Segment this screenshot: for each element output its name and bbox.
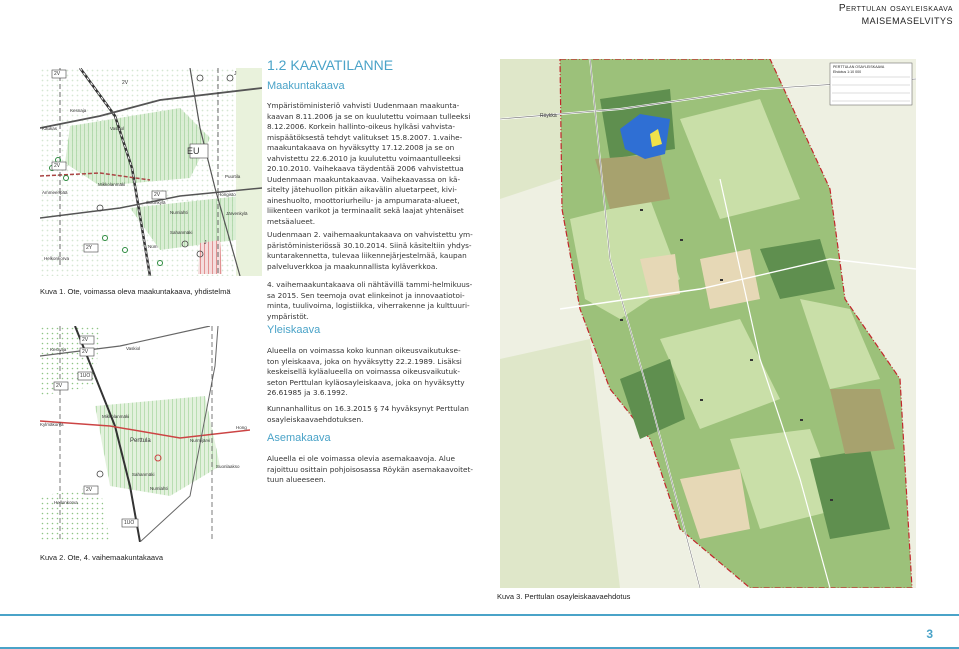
map2-badge-3: 2V xyxy=(56,383,63,389)
map1-label-jarvenkyla: Järvenkylä xyxy=(226,211,248,216)
map1-label-kesnaja: Kesnaja xyxy=(70,108,87,113)
map2-label-kylmakorva: Kylmäkorva xyxy=(40,422,64,427)
map2-label-perttula: Perttula xyxy=(130,438,151,444)
paragraph-maakuntakaava-1: Ympäristöministeriö vahvisti Uudenmaan maakunta- kaavan 8.11.2006 ja se on kuulutettu voimaan tulleeksi 8.12.2006. Korkein hallinto-oikeus hylkäsi vahvista- mispäätöksestä tehdyt valitukset 15.8.2007. 1.vaihe- maakuntakaava on hyväksytty 17.12.2008 ja se on vahvistettu 22.6.2010 ja kuulutettu voimaantulleeksi 20.10.2010. Vaihekaava täydentää 2006 vahvistettua Uudenmaan maakuntakaavaa. Vaihekaavassa on kä- sitelty jätehuollon pitkän aikavälin aluetarpeet, kivi- aineshuolto, moottoriurheilu- ja ampumarata-alueet, liikenteen varikot ja terminaalit sekä laajat yhtenäiset metsäalueet. xyxy=(267,101,471,226)
map1-badge-2: 2V xyxy=(54,163,61,169)
map-vaihemaakuntakaava xyxy=(40,326,250,542)
map1-label-num: Num xyxy=(148,244,158,249)
map2-label-suonlaakso: Suonlaakso xyxy=(216,464,240,469)
map2-badge-4: 2V xyxy=(86,487,93,493)
section-title: 1.2 KAAVATILANNE xyxy=(267,57,394,73)
page-number: 3 xyxy=(926,627,933,641)
map1-badge-5: 2V xyxy=(122,80,129,86)
map1-label-hongisto: Hongisto xyxy=(218,192,236,197)
map1-label-mikkolanmaki: Mikkolanmäki xyxy=(98,182,126,187)
map2-label-hellonkorva: Hellonkorva xyxy=(54,500,78,505)
map1-label-j1: J xyxy=(204,240,207,246)
map3-label-royka: Röykkä xyxy=(540,113,557,119)
map1-label-helkonkorva: Helkonkorva xyxy=(44,256,70,261)
paragraph-maakuntakaava-2: Uudenmaan 2. vaihemaakuntakaava on vahvistettu ym- päristöministeriössä 30.10.2014. Siinä käsiteltiin yhdys- kuntarakennetta, tulevaa liikennejärjestelmää, kaupan palveluverkkoa ja maakunnallista kyläverkkoa. xyxy=(267,230,473,271)
map2-label-nurmijarvi: Nurmijärvi xyxy=(190,438,211,443)
map2-badge-2: 2V xyxy=(82,349,89,355)
map-vaihemaakuntakaava-graphic xyxy=(40,326,250,542)
map1-label-ammeenpaa: Ammeenpää xyxy=(42,190,68,195)
caption-kuva2: Kuva 2. Ote, 4. vaihemaakuntakaava xyxy=(40,553,163,562)
map2-badge-6: 1UO xyxy=(80,373,91,379)
map1-label-j2: J xyxy=(234,71,237,77)
caption-kuva1: Kuva 1. Ote, voimassa oleva maakuntakaava, yhdistelmä xyxy=(40,287,231,296)
paragraph-asemakaava: Alueella ei ole voimassa olevia asemakaavoja. Alue rajoittuu osittain pohjoisosassa Röykän asemakaavoitet- tuun alueeseen. xyxy=(267,454,473,484)
map1-label-kaukas: Kaukas xyxy=(42,126,58,131)
map1-badge-4: 2Y xyxy=(86,245,93,251)
subhead-asemakaava: Asemakaava xyxy=(267,432,331,444)
map1-label-eu: EU xyxy=(187,146,200,156)
map1-label-numlahti: Numlahti xyxy=(170,210,188,215)
map1-label-vaskiol: Vaskiol xyxy=(110,126,125,131)
paragraph-yleiskaava-1: Alueella on voimassa koko kunnan oikeusvaikutukse- ton yleiskaava, joka on hyväksytty 22.2.1989. Lisäksi keskeisellä kyläalueella on voimassa oikeusvaikutuk- seton Perttulan kyläosayleiskaava, joka on hyväksytty 26.61985 ja 3.6.1992. xyxy=(267,346,465,397)
running-header xyxy=(839,2,953,28)
map2-badge-1: 2V xyxy=(82,337,89,343)
paragraph-maakuntakaava-3: 4. vaihemaakuntakaava oli nähtävillä tammi-helmikuus- sa 2015. Sen teemoja ovat elinkeinot ja innovaatiotoi- minta, tuulivoima, logistiikka, viherrakenne ja kulttuuri- ympäristöt. xyxy=(267,280,473,321)
map1-badge-3: 2V xyxy=(154,192,161,198)
paragraph-yleiskaava-2: Kunnanhallitus on 16.3.2015 § 74 hyväksynyt Perttulan osayleiskaavaehdotuksen. xyxy=(267,404,469,424)
map2-label-hong: Hong xyxy=(236,425,247,430)
map-osayleiskaavaehdotus xyxy=(500,59,916,588)
header-project: Perttulan osayleiskaava xyxy=(838,3,953,14)
map2-label-kesnaja: Kesnaja xyxy=(50,347,67,352)
map2-label-sahanmaki: Sahanmäki xyxy=(132,472,155,477)
map3-legend-title: PERTTULAN OSAYLEISKAAVA xyxy=(833,65,885,69)
map1-label-sulonkyla: Sulonkylä xyxy=(146,200,166,205)
map2-label-numlahti: Numlahti xyxy=(150,486,168,491)
header-doc-type: MAISEMASELVITYS xyxy=(861,16,953,26)
map-maakuntakaava xyxy=(40,68,262,276)
map2-label-mikkolanmaki: Mikkolanmäki xyxy=(102,414,130,419)
subhead-maakuntakaava: Maakuntakaava xyxy=(267,80,345,92)
map-osayleiskaavaehdotus-graphic xyxy=(500,59,916,588)
map1-label-puurtila: Puurtila xyxy=(225,174,241,179)
map1-badge-1: 2V xyxy=(54,71,61,77)
caption-kuva3: Kuva 3. Perttulan osayleiskaavaehdotus xyxy=(497,592,631,601)
footer-band xyxy=(0,614,959,649)
map2-badge-7: 1UO xyxy=(124,520,135,526)
map2-label-vaskiol: Vaskiol xyxy=(126,346,141,351)
subhead-yleiskaava: Yleiskaava xyxy=(267,324,321,336)
map1-label-sahanmaki: Sahanmäki xyxy=(170,230,193,235)
map3-legend-scale: Ehdotus 1:10 000 xyxy=(833,70,862,74)
